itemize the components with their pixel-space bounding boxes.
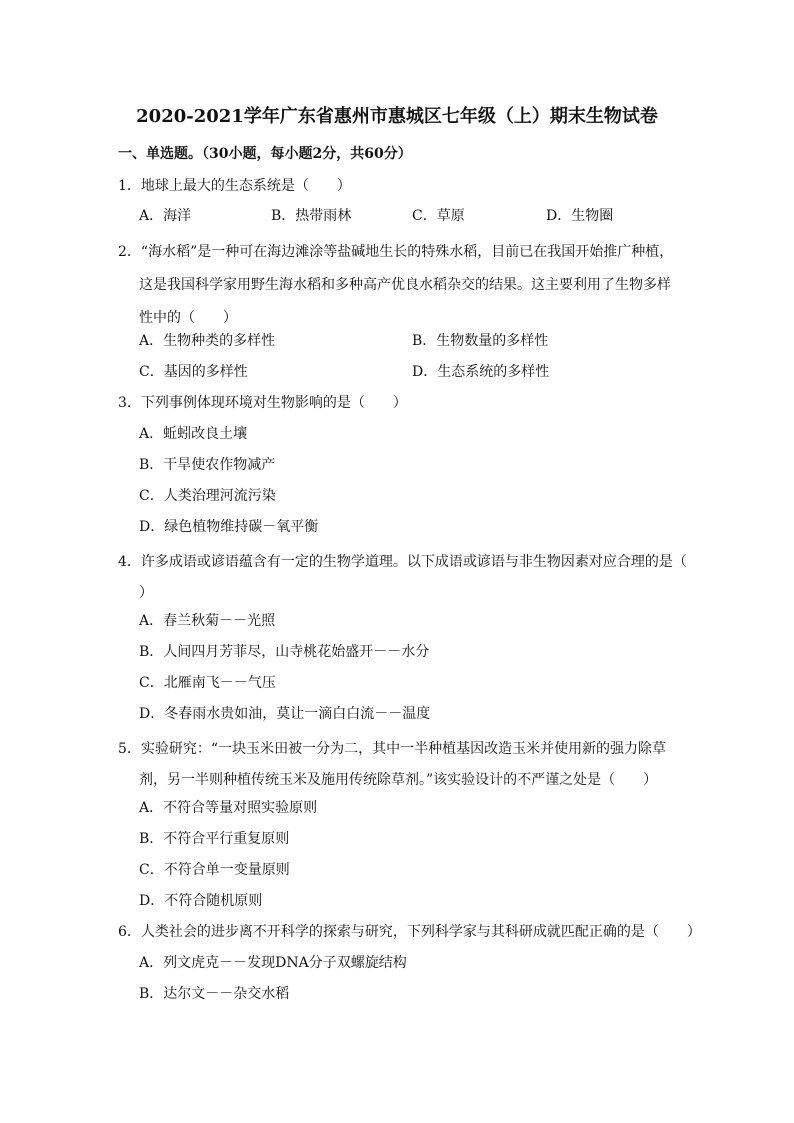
option-a: A．列文虎克－－发现DNA分子双螺旋结构 <box>139 955 407 971</box>
option-c: C．基因的多样性 <box>139 364 248 380</box>
section-heading: 一、单选题。（30小题，每小题2分，共60分） <box>118 146 412 162</box>
question-6 <box>118 921 701 943</box>
question-text: 2．“海水稻”是一种可在海边滩涂等盐碱地生长的特殊水稻，目前已在我国开始推广种植， <box>118 244 674 260</box>
option-b: B．热带雨林 <box>271 208 352 224</box>
question-text: 6．人类社会的进步离不开科学的探索与研究，下列科学家与其科研成就匹配正确的是（ ） <box>118 924 701 940</box>
question-5 <box>118 734 678 796</box>
option-a: A．蚯蚓改良土壤 <box>139 426 248 442</box>
question-text-cont: ） <box>139 585 153 601</box>
option-d: D．冬春雨水贵如油，莫让一滴白白流－－温度 <box>139 706 431 722</box>
option-a: A．春兰秋菊－－光照 <box>139 613 276 629</box>
option-c: C．北雁南飞－－气压 <box>139 675 276 691</box>
option-c: C．草原 <box>412 208 465 224</box>
option-a: A．生物种类的多样性 <box>139 333 276 349</box>
question-text-cont: 性中的（ ） <box>139 310 237 326</box>
option-b: B．生物数量的多样性 <box>412 333 549 349</box>
option-a: A．不符合等量对照实验原则 <box>139 800 318 816</box>
option-b: B．人间四月芳菲尽，山寺桃花始盛开－－水分 <box>139 644 430 660</box>
option-c: C．人类治理河流污染 <box>139 488 276 504</box>
option-b: B．不符合平行重复原则 <box>139 831 290 847</box>
option-d: D．生态系统的多样性 <box>412 364 550 380</box>
option-b: B．干旱使农作物减产 <box>139 457 276 473</box>
option-b: B．达尔文－－杂交水稻 <box>139 986 290 1002</box>
question-text: 1．地球上最大的生态系统是（ ） <box>118 178 351 194</box>
option-a: A．海洋 <box>139 208 192 224</box>
option-c: C．不符合单一变量原则 <box>139 862 290 878</box>
option-d: D．生物圈 <box>546 208 614 224</box>
question-text-cont: 这是我国科学家用野生海水稻和多种高产优良水稻杂交的结果。这主要利用了生物多样 <box>139 277 671 293</box>
option-d: D．绿色植物维持碳－氧平衡 <box>139 519 319 535</box>
page-title: 2020-2021学年广东省惠州市惠城区七年级（上）期末生物试卷 <box>136 106 658 127</box>
question-1 <box>118 175 678 197</box>
question-text: 5．实验研究：“一块玉米田被一分为二，其中一半种植基因改造玉米并使用新的强力除草 <box>118 741 667 757</box>
question-4 <box>118 547 687 609</box>
question-text-cont: 剂，另一半则种植传统玉米及施用传统除草剂。”该实验设计的不严谨之处是（ ） <box>139 772 658 788</box>
question-text: 3．下列事例体现环境对生物影响的是（ ） <box>118 395 407 411</box>
option-d: D．不符合随机原则 <box>139 893 263 909</box>
question-text: 4．许多成语或谚语蕴含有一定的生物学道理。以下成语或谚语与非生物因素对应合理的是（ <box>118 554 687 570</box>
question-2 <box>118 236 678 335</box>
question-3 <box>118 392 678 414</box>
